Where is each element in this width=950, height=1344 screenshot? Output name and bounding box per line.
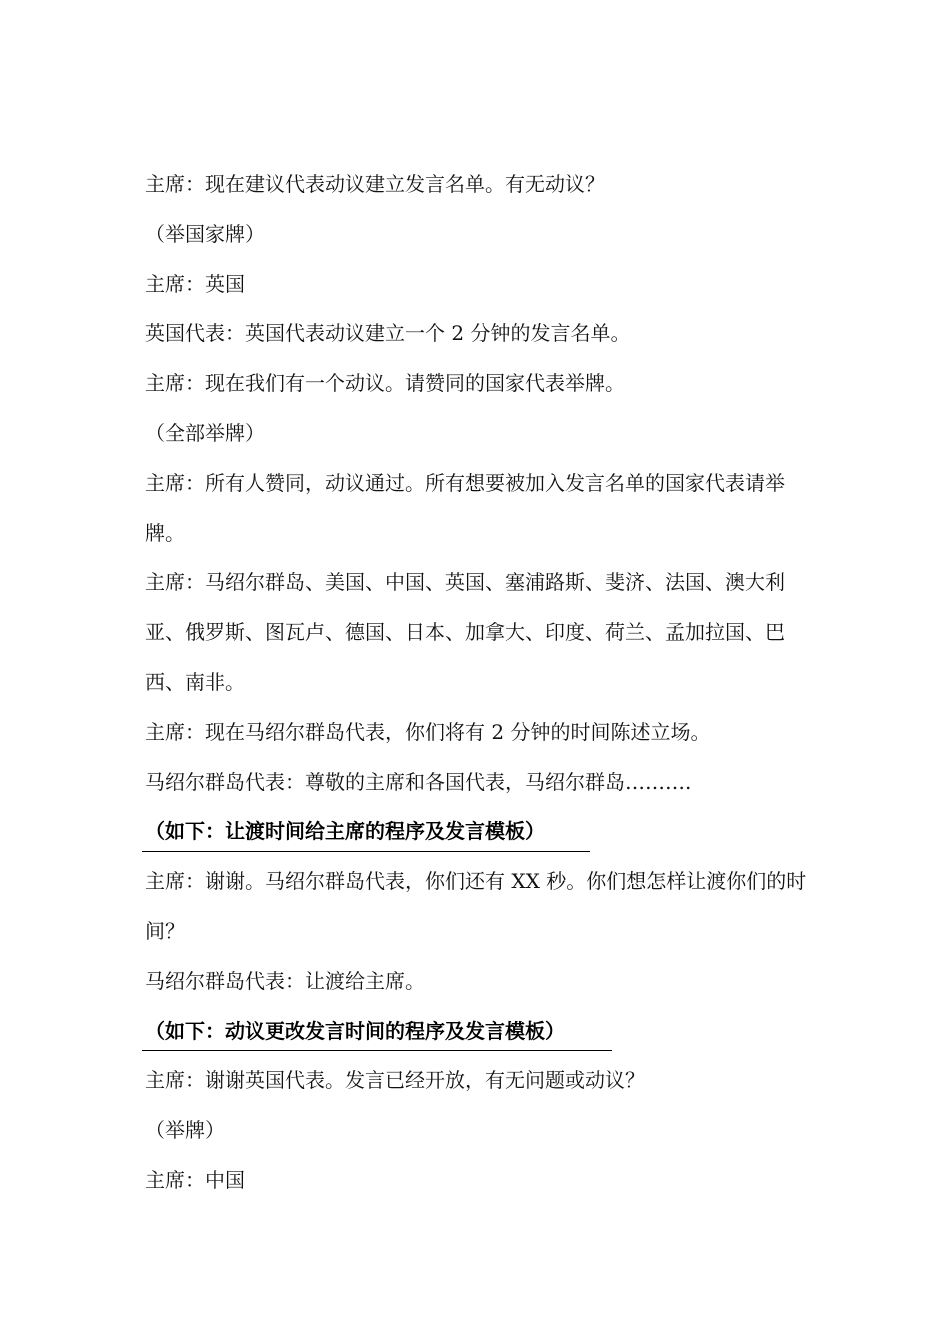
chair-line: 主席：所有人赞同，动议通过。所有想要被加入发言名单的国家代表请举牌。: [145, 470, 785, 545]
section-heading-text: （如下：让渡时间给主席的程序及发言模板）: [145, 819, 545, 844]
chair-line: 主席：现在马绍尔群岛代表，你们将有 2 分钟的时间陈述立场。: [145, 719, 711, 744]
chair-line: 主席：谢谢。马绍尔群岛代表，你们还有 XX 秒。你们想怎样让渡你们的时间？: [145, 869, 807, 943]
document-body: [145, 160, 815, 1206]
chair-line: 主席：英国: [145, 271, 245, 296]
chair-line: 主席：现在建议代表动议建立发言名单。有无动议？: [145, 172, 605, 196]
stage-direction: （全部举牌）: [145, 420, 265, 445]
stage-direction: （举牌）: [145, 1118, 225, 1143]
section-heading-text: （如下：动议更改发言时间的程序及发言模板）: [145, 1018, 565, 1043]
delegate-line: 英国代表：英国代表动议建立一个 2 分钟的发言名单。: [145, 321, 631, 346]
heading-underline: [142, 1050, 612, 1051]
chair-line: 主席：马绍尔群岛、美国、中国、英国、塞浦路斯、斐济、法国、澳大利亚、俄罗斯、图瓦卢、德国、日本、加拿大、印度、荷兰、孟加拉国、巴西、南非。: [145, 570, 785, 694]
section-heading-yield: [145, 807, 815, 857]
section-heading-motion: [145, 1007, 815, 1057]
stage-direction: （举国家牌）: [145, 221, 265, 246]
chair-line: 主席：中国: [145, 1167, 245, 1192]
chair-line: 主席：现在我们有一个动议。请赞同的国家代表举牌。: [145, 371, 625, 396]
heading-underline: [142, 851, 590, 852]
delegate-line: 马绍尔群岛代表：让渡给主席。: [145, 968, 425, 993]
chair-line: 主席：谢谢英国代表。发言已经开放，有无问题或动议？: [145, 1068, 645, 1093]
delegate-line: 马绍尔群岛代表：尊敬的主席和各国代表，马绍尔群岛……….: [145, 769, 692, 794]
